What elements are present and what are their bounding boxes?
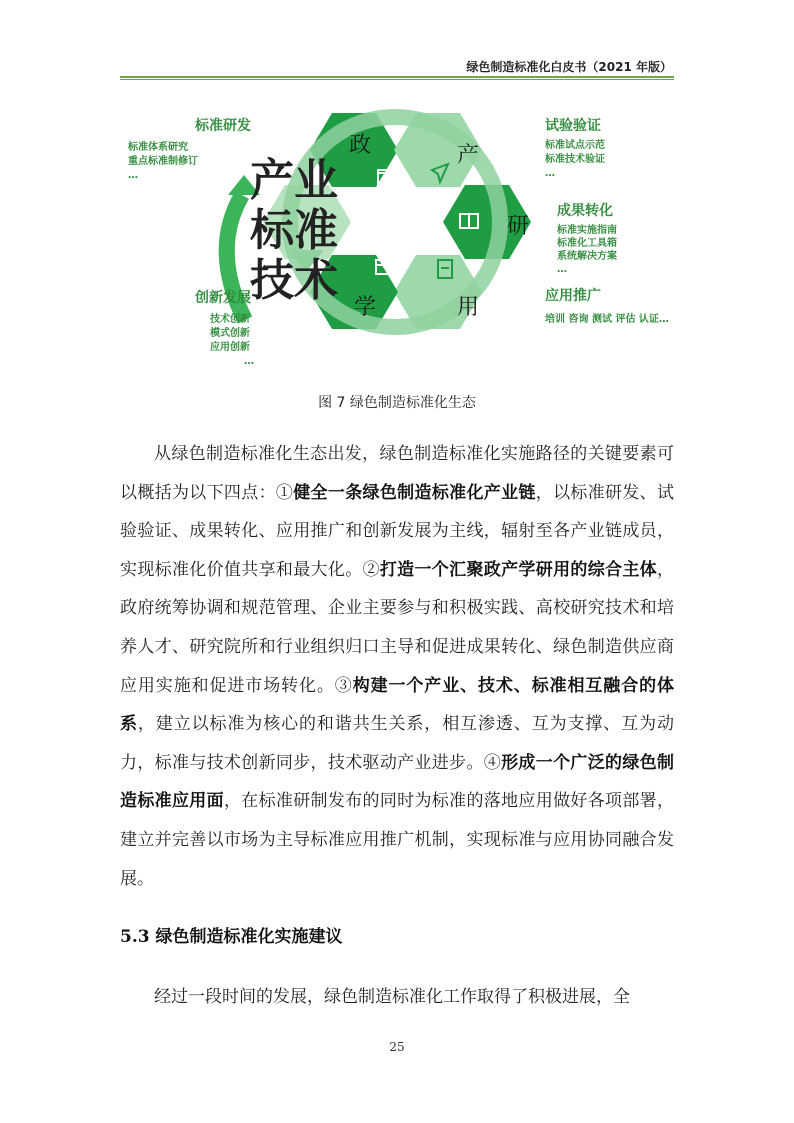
- label-item: 模式创新: [210, 328, 250, 339]
- hex-char-xue: 学: [353, 295, 377, 320]
- text-run: ，政府统筹协调和规范管理、企业主要参与和积极实践、高校研究技术和培养人才、研究院所和行业组织归口主导和促进成果转化、绿色制造供应商应用实施和促进市场转化。③: [120, 559, 675, 696]
- label-item: 标准化工具箱: [557, 238, 617, 249]
- hex-char-chan: 产: [456, 143, 480, 168]
- body-paragraph: [120, 435, 674, 898]
- text-run: ，在标准研制发布的同时为标准的落地应用做好各项部署，建立并完善以市场为主导标准应用推广机制，实现标准与应用协同融合发展。: [120, 791, 675, 889]
- page-number: 25: [389, 1040, 405, 1054]
- figure-caption: 图 7 绿色制造标准化生态: [318, 395, 476, 411]
- header-divider: [120, 76, 674, 78]
- bold-run: 打造一个汇聚政产学研用的综合主体: [379, 559, 658, 580]
- label-item: 系统解决方案: [557, 251, 617, 262]
- center-text-biaozhun: 标准: [250, 205, 338, 256]
- bold-run: 形成一个广泛的绿色制造标准应用面: [120, 752, 675, 812]
- label-item: 标准体系研究: [128, 142, 188, 153]
- ecosystem-figure: [110, 100, 700, 390]
- label-chuangxin-fazhan: 创新发展: [195, 290, 251, 306]
- text-run: ，以标准研发、试验验证、成果转化、应用推广和创新发展为主线，辐射至各产业链成员，实现标准化价值共享和最大化。②: [120, 482, 675, 580]
- label-item: …: [545, 168, 555, 179]
- label-biaozhun-yanfa: 标准研发: [195, 118, 251, 134]
- label-yingyong-tuiguang: 应用推广: [545, 288, 601, 304]
- bold-run: 构建一个产业、技术、标准相互融合的体系: [120, 675, 675, 735]
- label-item: 标准实施指南: [557, 225, 617, 236]
- body-paragraph-2: 经过一段时间的发展，绿色制造标准化工作取得了积极进展，全: [154, 987, 630, 1007]
- center-text-jishu: 技术: [250, 255, 338, 306]
- text-run: 从绿色制造标准化生态出发，绿色制造标准化实施路径的关键要素可以概括为以下四点：①: [120, 444, 674, 503]
- label-item: 应用创新: [210, 342, 250, 353]
- header-title: 绿色制造标准化白皮书（2021 年版）: [466, 60, 672, 74]
- hex-char-zheng: 政: [348, 133, 372, 158]
- center-text-chanye: 产业: [250, 155, 338, 206]
- label-chengguo-zhuanhua: 成果转化: [557, 203, 613, 219]
- label-item: 标准试点示范: [545, 140, 605, 151]
- label-item: 重点标准制修订: [128, 156, 198, 167]
- hex-char-yong: 用: [456, 295, 480, 320]
- label-item: 标准技术验证: [545, 154, 605, 165]
- label-item: 培训 咨询 测试 评估 认证…: [545, 314, 669, 325]
- text-run: ，建立以标准为核心的和谐共生关系，相互渗透、互为支撑、互为动力，标准与技术创新同步，技术驱动产业进步。④: [120, 714, 675, 773]
- label-item: 技术创新: [210, 314, 250, 325]
- label-item: …: [244, 356, 254, 367]
- label-item: …: [557, 264, 567, 275]
- hex-char-yan: 研: [506, 214, 530, 239]
- label-shiyan-yanzheng: 试验验证: [545, 118, 601, 134]
- header-divider-thin: [120, 79, 674, 80]
- bold-run: 健全一条绿色制造标准化产业链: [293, 482, 536, 503]
- label-item: …: [128, 170, 138, 181]
- section-heading: 5.3 绿色制造标准化实施建议: [120, 927, 343, 947]
